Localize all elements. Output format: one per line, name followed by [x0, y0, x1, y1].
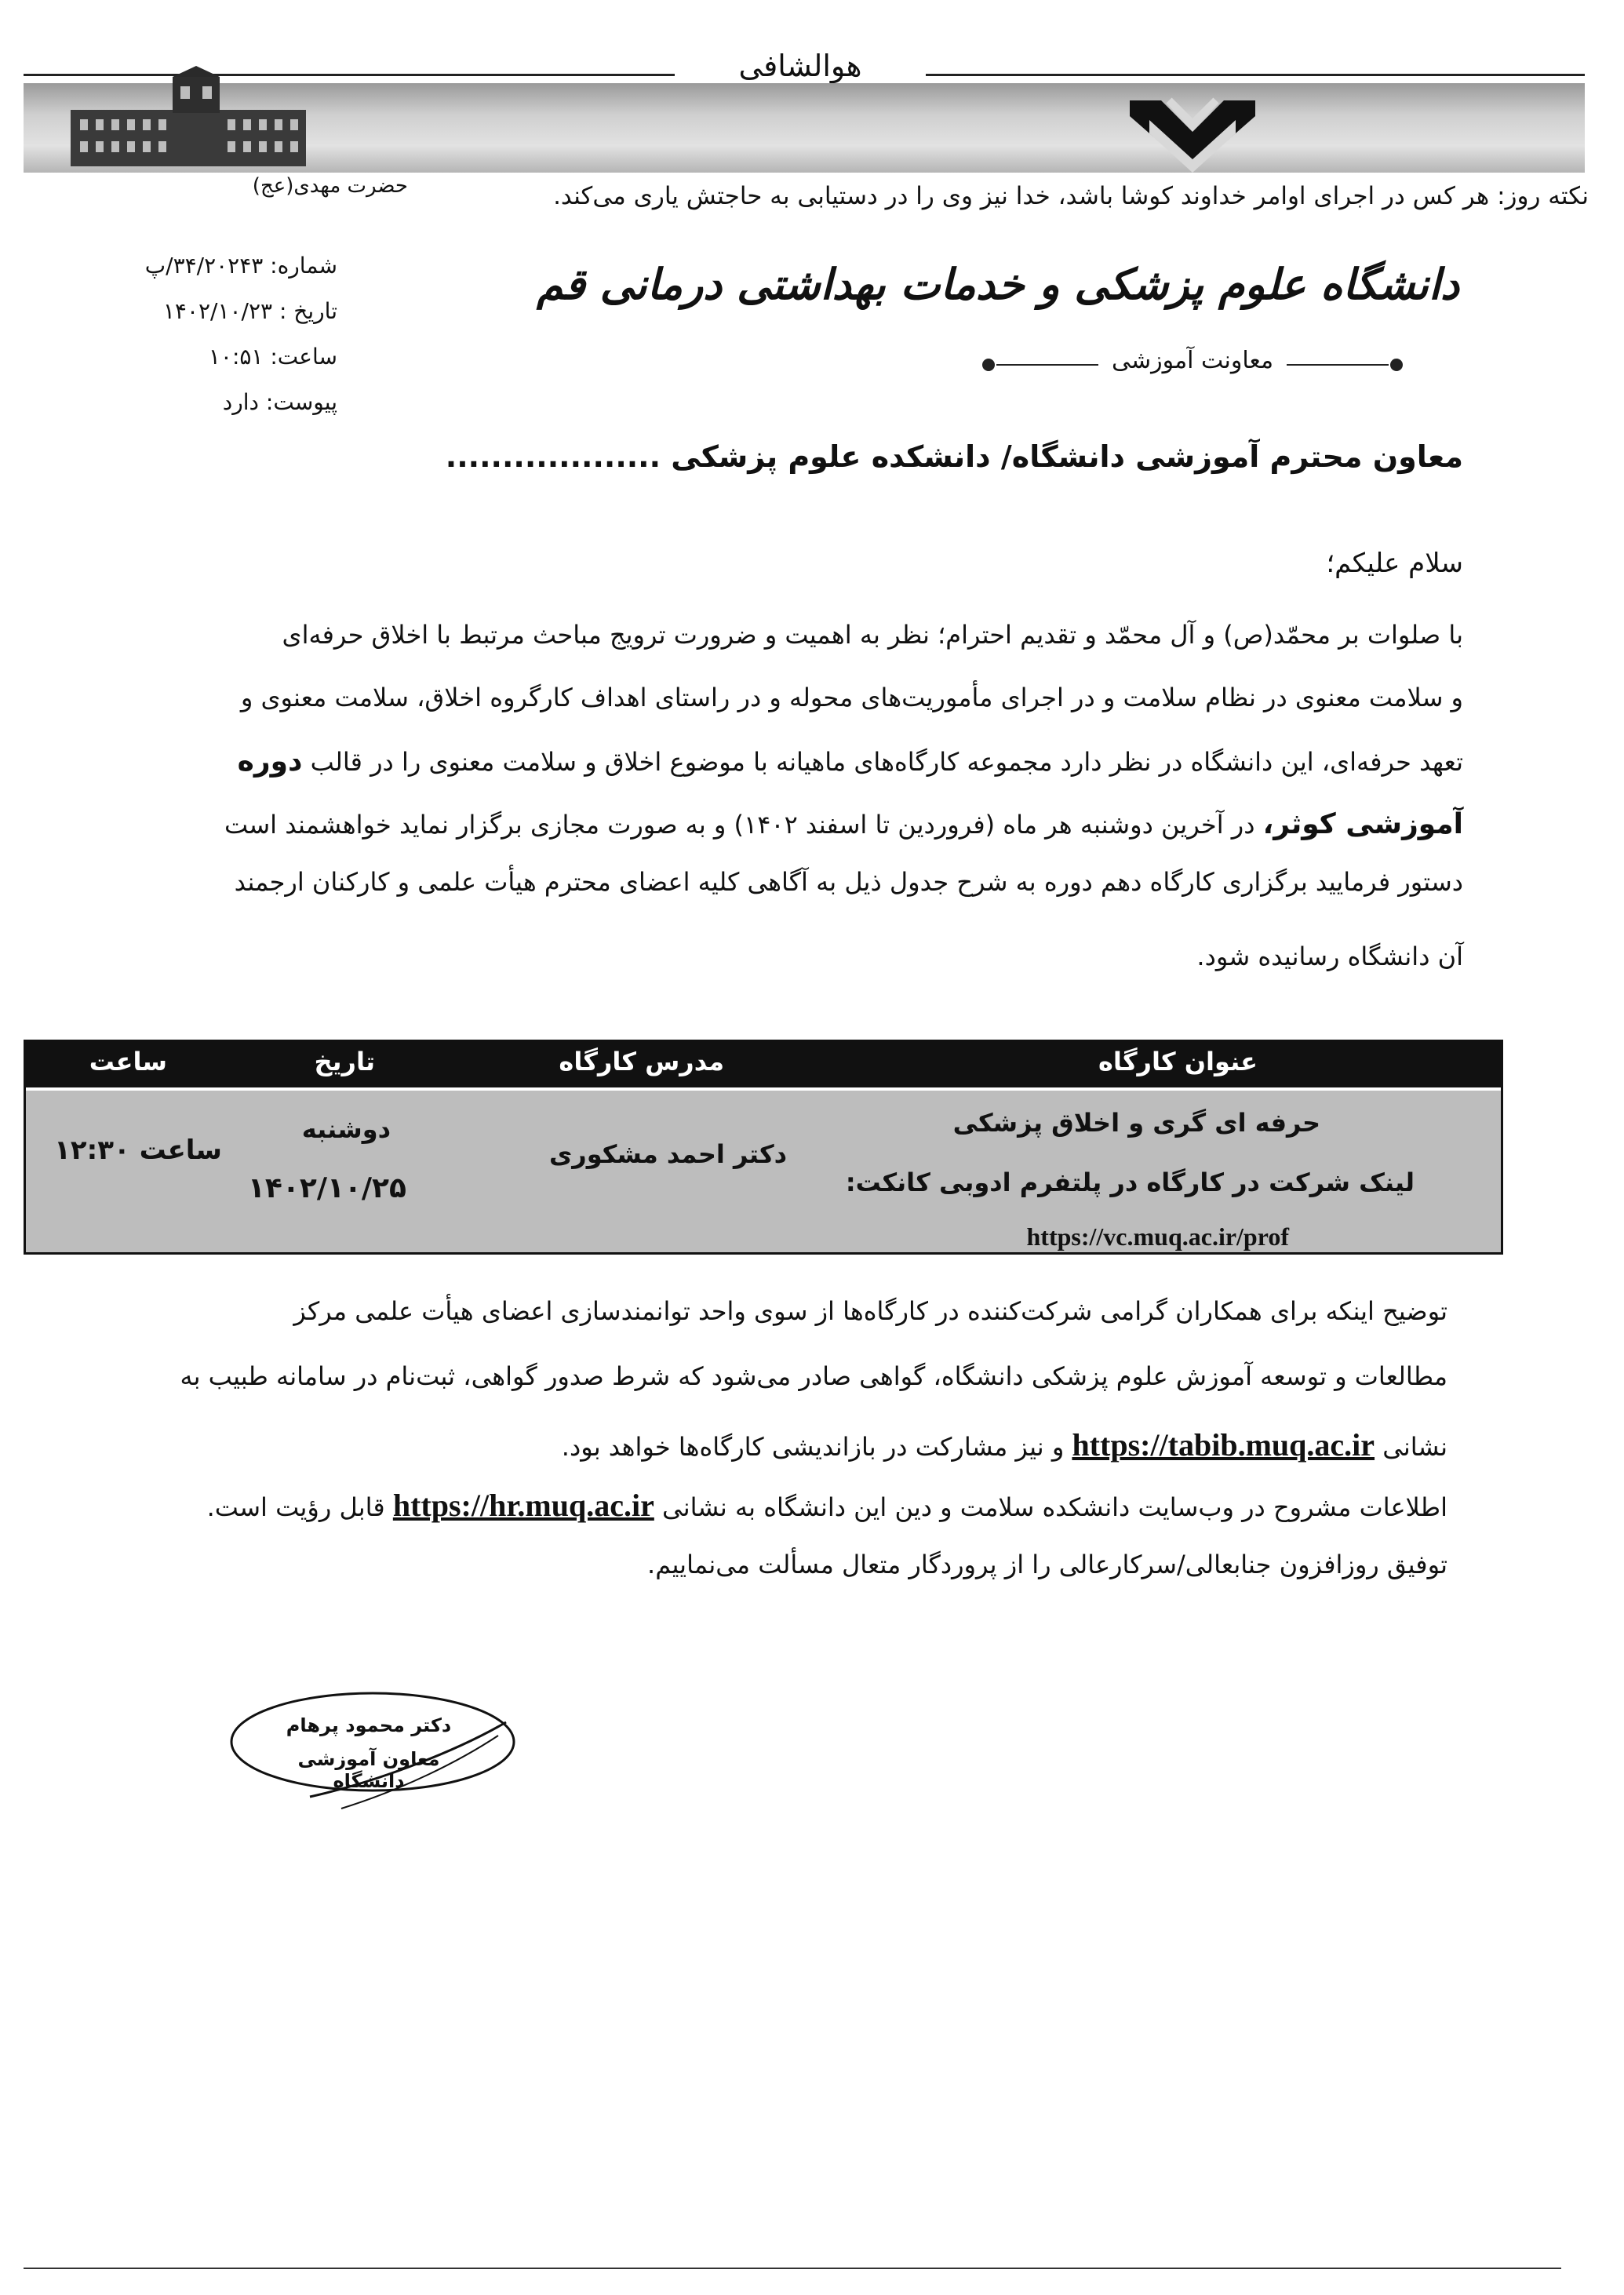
body-line: [75, 745, 1463, 778]
table-header-row: [26, 1042, 1501, 1087]
table-row: [26, 1091, 1501, 1252]
table-header-title: عنوان کارگاه: [1098, 1047, 1258, 1076]
department-name: معاونت آموزشی: [1111, 347, 1274, 374]
note-line: [59, 1487, 1447, 1524]
note-prefix: نشانی: [1382, 1432, 1447, 1462]
note-line: توضیح اینکه برای همکاران گرامی شرکت‌کننده در کارگاه‌ها از سوی واحد توانمندسازی اعضای هیأت علمی مرکز: [293, 1296, 1447, 1326]
hr-link[interactable]: https://hr.muq.ac.ir: [392, 1488, 654, 1523]
workshop-day: دوشنبه: [301, 1114, 391, 1144]
quote-author: حضرت مهدی(عج): [252, 174, 408, 198]
quote-of-the-day: نکته روز: هر کس در اجرای اوامر خداوند کوشا باشد، خدا نیز وی را در دستیابی به حاجتش یاری می‌کند.: [553, 182, 1589, 210]
signer-title: معاون آموزشی دانشگاه: [297, 1748, 440, 1792]
course-name: آموزشی کوثر،: [1262, 808, 1463, 840]
body-line: آن دانشگاه رسانیده شود.: [1196, 942, 1463, 971]
body-line: دستور فرمایید برگزاری کارگاه دهم دوره به شرح جدول ذیل به آگاهی کلیه اعضای محترم هیأت علمی و کارکنان ارجمند: [234, 867, 1463, 897]
tabib-link[interactable]: https://tabib.muq.ac.ir: [1072, 1427, 1375, 1463]
course-name: دوره: [237, 745, 303, 778]
note-text: قابل رؤیت است.: [206, 1492, 385, 1522]
note-text: و نیز مشارکت در بازاندیشی کارگاه‌ها خواهد بود.: [561, 1432, 1065, 1462]
table-header-time: ساعت: [89, 1047, 167, 1076]
body-line: و سلامت معنوی در نظام سلامت و در اجرای مأموریت‌های محوله و در راستای اهداف کارگروه اخلاق، سلامت معنوی و: [240, 683, 1463, 712]
workshop-table: [24, 1040, 1503, 1255]
signer-name: دکتر محمود پرهام: [286, 1714, 452, 1736]
workshop-link-label: لینک شرکت در کارگاه در پلتفرم ادوبی کانکت:: [845, 1168, 1415, 1197]
letter-meta: [118, 243, 337, 425]
workshop-instructor: دکتر احمد مشکوری: [548, 1139, 787, 1169]
body-line-text: در آخرین دوشنبه هر ماه (فروردین تا اسفند ۱۴۰۲) و به صورت مجازی برگزار نماید خواهشمند است: [224, 810, 1255, 840]
note-line: [59, 1426, 1447, 1463]
header-rule-right: [926, 74, 1585, 76]
workshop-date: ۱۴۰۲/۱۰/۲۵: [247, 1172, 406, 1204]
note-text: اطلاعات مشروح در وب‌سایت دانشکده سلامت و دین این دانشگاه به نشانی: [662, 1492, 1447, 1522]
header-title: هوالشافی: [738, 49, 862, 83]
university-name: دانشگاه علوم پزشکی و خدمات بهداشتی درمانی قم: [537, 259, 1459, 309]
body-line-text: تعهد حرفه‌ای، این دانشگاه در نظر دارد مجموعه کارگاه‌های ماهیانه با موضوع اخلاق و سلامت معنوی را در قالب: [310, 747, 1463, 777]
letter-date: تاریخ : ۱۴۰۲/۱۰/۲۳: [162, 298, 337, 324]
university-logo-icon: [1114, 85, 1271, 177]
footer-rule: [24, 2268, 1561, 2269]
greeting: سلام علیکم؛: [1326, 548, 1463, 579]
workshop-time: ساعت ۱۲:۳۰: [54, 1135, 222, 1166]
workshop-title: حرفه ای گری و اخلاق پزشکی: [952, 1108, 1320, 1138]
body-line: [75, 808, 1463, 840]
letter-number: شماره: ۳۴/۲۰۲۴۳/پ: [144, 253, 337, 279]
letter-attachment: پیوست: دارد: [222, 389, 337, 415]
addressee: معاون محترم آموزشی دانشگاه/ دانشکده علوم پزشکی ...................: [445, 439, 1463, 474]
body-line: با صلوات بر محمّد(ص) و آل محمّد و تقدیم احترام؛ نظر به اهمیت و ضرورت ترویج مباحث مرتبط با اخلاق حرفه‌ای: [282, 620, 1463, 650]
building-image: [63, 63, 314, 173]
note-line: توفیق روزافزون جنابعالی/سرکارعالی را از پروردگار متعال مسألت می‌نماییم.: [647, 1550, 1447, 1579]
table-header-instructor: مدرس کارگاه: [559, 1047, 724, 1076]
note-line: مطالعات و توسعه آموزش علوم پزشکی دانشگاه، گواهی صادر می‌شود که شرط صدور گواهی، ثبت‌نام در سامانه طبیب به: [180, 1361, 1447, 1391]
table-header-date: تاریخ: [314, 1047, 375, 1076]
workshop-link[interactable]: https://vc.muq.ac.ir/prof: [1026, 1222, 1289, 1251]
letter-time: ساعت: ۱۰:۵۱: [208, 344, 337, 370]
